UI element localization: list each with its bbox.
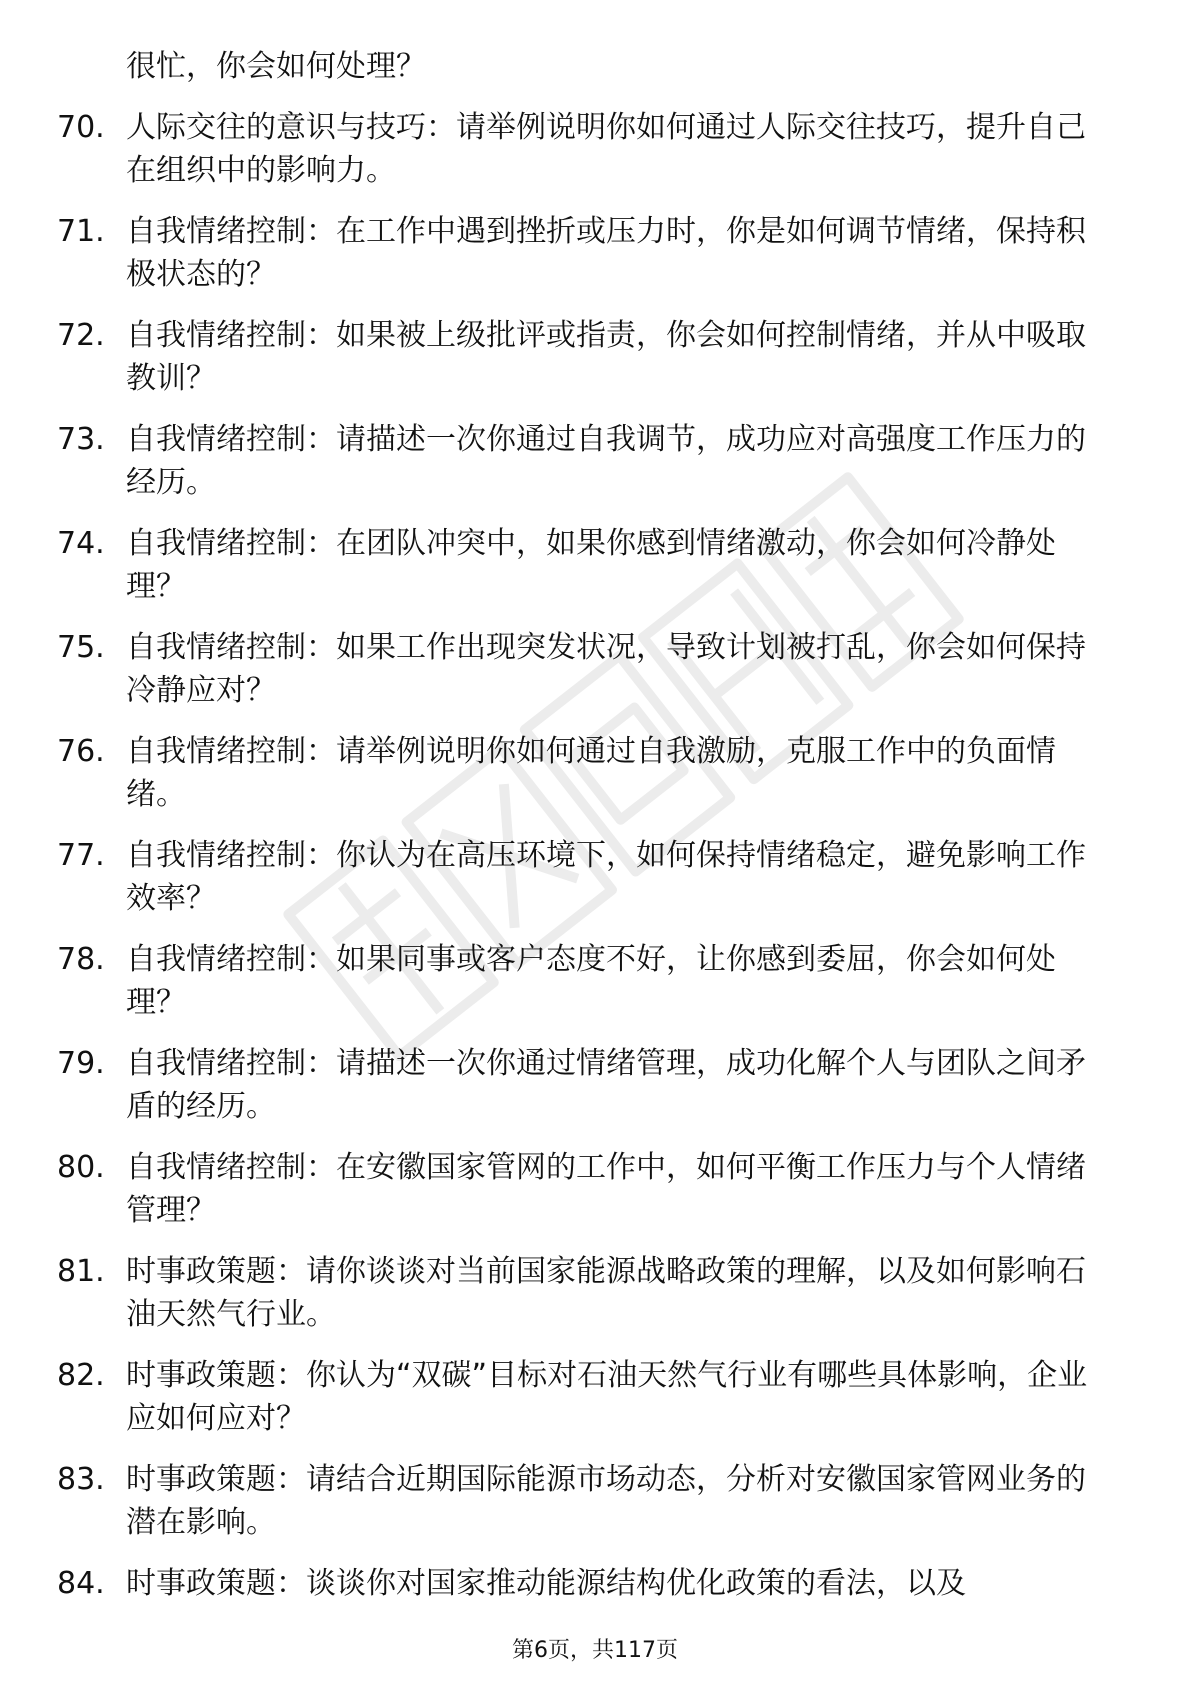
question-item <box>0 210 1190 296</box>
question-text: 自我情绪控制：请描述一次你通过情绪管理，成功化解个人与团队之间矛盾的经历。 <box>126 1046 1086 1124</box>
question-number: 74. <box>57 526 105 561</box>
question-list <box>0 106 1190 1623</box>
question-text: 自我情绪控制：在安徽国家管网的工作中，如何平衡工作压力与个人情绪管理？ <box>126 1150 1086 1228</box>
question-text: 自我情绪控制：在工作中遇到挫折或压力时，你是如何调节情绪，保持积极状态的？ <box>126 214 1086 292</box>
question-number: 70. <box>57 110 105 145</box>
question-number: 71. <box>57 214 105 249</box>
question-number: 80. <box>57 1150 105 1185</box>
question-text: 自我情绪控制：如果工作出现突发状况，导致计划被打乱，你会如何保持冷静应对？ <box>126 630 1086 708</box>
question-text: 时事政策题：请你谈谈对当前国家能源战略政策的理解，以及如何影响石油天然气行业。 <box>126 1254 1086 1332</box>
question-number: 76. <box>57 734 105 769</box>
question-item <box>0 834 1190 920</box>
question-text: 时事政策题：请结合近期国际能源市场动态，分析对安徽国家管网业务的潜在影响。 <box>126 1462 1086 1540</box>
question-number: 78. <box>57 942 105 977</box>
question-item <box>0 106 1190 192</box>
question-text: 自我情绪控制：请举例说明你如何通过自我激励，克服工作中的负面情绪。 <box>126 734 1056 812</box>
question-item <box>0 522 1190 608</box>
question-text: 自我情绪控制：如果被上级批评或指责，你会如何控制情绪，并从中吸取教训？ <box>126 318 1086 396</box>
question-number: 77. <box>57 838 105 873</box>
question-item <box>0 938 1190 1024</box>
question-item <box>0 1458 1190 1544</box>
question-text: 时事政策题：你认为“双碳”目标对石油天然气行业有哪些具体影响，企业应如何应对？ <box>126 1358 1088 1436</box>
question-number: 73. <box>57 422 105 457</box>
question-number: 82. <box>57 1358 105 1393</box>
question-number: 84. <box>57 1566 105 1601</box>
question-number: 72. <box>57 318 105 353</box>
question-item <box>0 1042 1190 1128</box>
question-item <box>0 626 1190 712</box>
question-item <box>0 314 1190 400</box>
question-continuation <box>0 45 1190 88</box>
question-number: 81. <box>57 1254 105 1289</box>
question-item <box>0 1562 1190 1605</box>
question-text: 自我情绪控制：在团队冲突中，如果你感到情绪激动，你会如何冷静处理？ <box>126 526 1056 604</box>
question-text: 自我情绪控制：请描述一次你通过自我调节，成功应对高强度工作压力的经历。 <box>126 422 1086 500</box>
question-continuation-text: 很忙，你会如何处理？ <box>126 49 426 84</box>
question-item <box>0 1146 1190 1232</box>
question-item <box>0 730 1190 816</box>
question-item <box>0 1250 1190 1336</box>
question-item <box>0 1354 1190 1440</box>
question-number: 75. <box>57 630 105 665</box>
question-text: 人际交往的意识与技巧：请举例说明你如何通过人际交往技巧，提升自己在组织中的影响力。 <box>126 110 1086 188</box>
question-number: 79. <box>57 1046 105 1081</box>
page-footer: 第6页，共117页 <box>512 1638 678 1663</box>
question-item <box>0 418 1190 504</box>
question-number: 83. <box>57 1462 105 1497</box>
question-text: 自我情绪控制：如果同事或客户态度不好，让你感到委屈，你会如何处理？ <box>126 942 1056 1020</box>
question-text: 时事政策题：谈谈你对国家推动能源结构优化政策的看法，以及 <box>126 1566 966 1601</box>
question-text: 自我情绪控制：你认为在高压环境下，如何保持情绪稳定，避免影响工作效率？ <box>126 838 1086 916</box>
